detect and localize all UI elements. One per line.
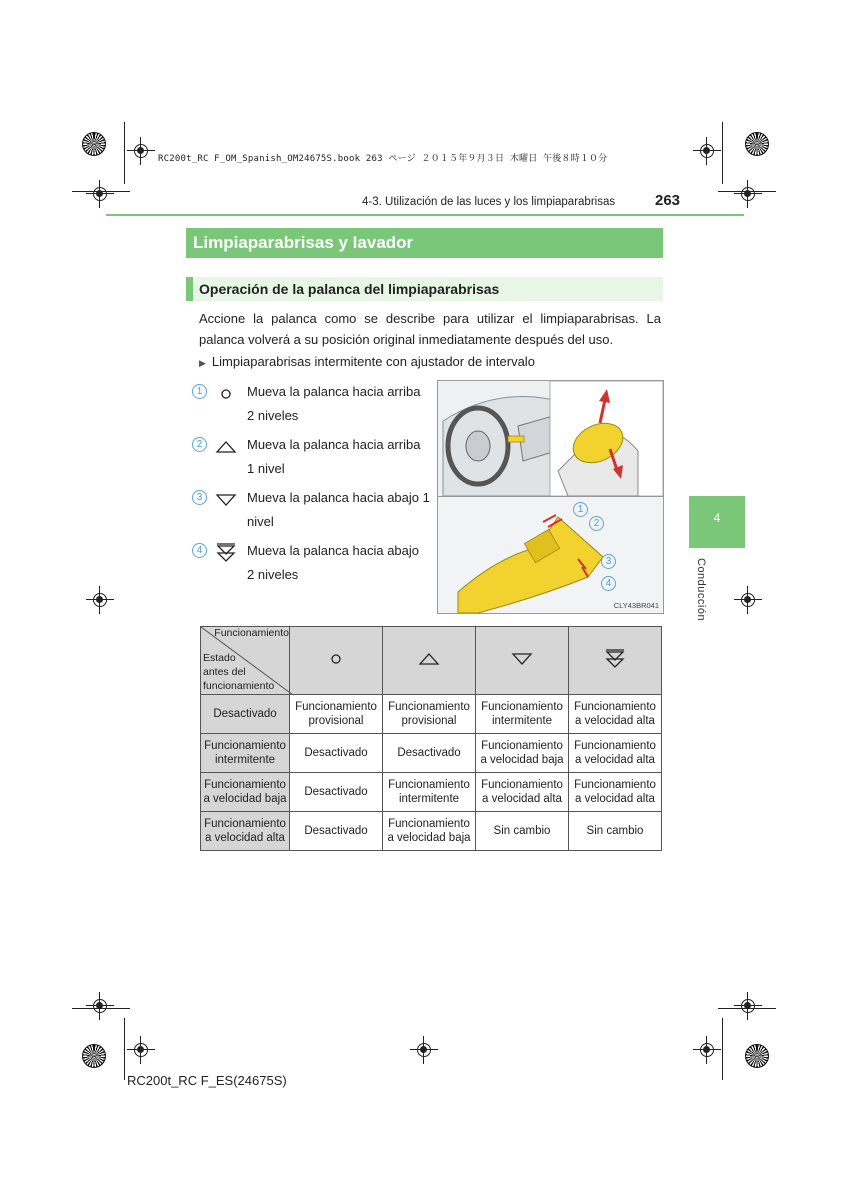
row-label: Desactivado [201,695,290,734]
crosshair-mark [734,992,762,1020]
table-cell: Desactivado [383,734,476,773]
table-cell: Sin cambio [569,812,662,851]
triangle-down-symbol-icon [215,493,237,507]
table-cell: Desactivado [290,773,383,812]
column-header-double-triangle-down [569,627,662,695]
triangle-down-symbol-icon [511,652,533,666]
header-rule [106,214,744,216]
figure-callout: 1 [573,502,588,517]
table-cell: Desactivado [290,812,383,851]
table-cell: Sin cambio [476,812,569,851]
trim-line [124,1018,125,1080]
table-cell: Funcionamiento intermitente [383,773,476,812]
trim-line [72,191,130,192]
registration-mark-top-left [82,132,106,156]
trim-line [722,122,723,184]
chapter-tab [689,496,745,548]
chapter-number: 4 [713,511,721,525]
registration-mark-bottom-left [82,1044,106,1068]
double-triangle-down-symbol-icon [604,648,626,670]
trim-line [124,122,125,184]
section-reference: 4-3. Utilización de las luces y los limpiaparabrisas [362,196,616,208]
crosshair-mark [693,137,721,165]
step-number: 1 [192,384,207,399]
crosshair-mark [86,586,114,614]
step-text: Mueva la palanca hacia arriba 2 niveles [247,384,421,423]
bullet-item [199,354,535,369]
table-row [201,773,662,812]
table-cell: Desactivado [290,734,383,773]
table-cell: Funcionamiento intermitente [476,695,569,734]
crosshair-mark [127,137,155,165]
bullet-triangle-icon: ▶ [199,358,206,368]
registration-mark-top-right [745,132,769,156]
row-label: Funcionamiento intermitente [201,734,290,773]
table-cell: Funcionamiento a velocidad alta [569,695,662,734]
step-text: Mueva la palanca hacia abajo 1 nivel [247,490,430,529]
step-number: 3 [192,490,207,505]
table-corner-cell [201,627,290,695]
page-number: 263 [655,192,681,209]
corner-bottom-label: Estado antes del funcionamiento [203,652,275,692]
table-cell: Funcionamiento a velocidad baja [383,812,476,851]
intro-paragraph: Accione la palanca como se describe para utilizar el limpiaparabrisas. La palanca volverá a su posición original inmediatamente después del uso. [199,311,661,347]
crosshair-mark [734,586,762,614]
row-label: Funcionamiento a velocidad alta [201,812,290,851]
column-header-triangle-up [383,627,476,695]
table-cell: Funcionamiento a velocidad alta [476,773,569,812]
registration-mark-bottom-right [745,1044,769,1068]
section-subtitle: Operación de la palanca del limpiaparabrisas [186,277,663,301]
chapter-label: Conducción [695,558,707,622]
page-title: Limpiaparabrisas y lavador [186,228,663,258]
step-text: Mueva la palanca hacia arriba 1 nivel [247,437,421,476]
table-row [201,812,662,851]
crosshair-mark [86,992,114,1020]
step-number: 4 [192,543,207,558]
table-cell: Funcionamiento a velocidad baja [476,734,569,773]
trim-line [722,1018,723,1080]
operation-table [200,626,662,851]
column-header-triangle-down [476,627,569,695]
table-row [201,695,662,734]
lever-closeup-drawing [438,497,663,613]
crosshair-mark [86,180,114,208]
triangle-up-symbol-icon [215,440,237,454]
circle-symbol-icon [219,387,233,401]
double-triangle-down-symbol-icon [215,542,237,564]
table-cell: Funcionamiento a velocidad alta [569,773,662,812]
bullet-text: Limpiaparabrisas intermitente con ajustador de intervalo [211,354,535,369]
book-header: RC200t_RC F_OM_Spanish_OM24675S.book 263 ページ ２０１５年９月３日 木曜日 午後８時１０分 [158,154,608,164]
wiper-lever-illustration [437,380,664,614]
figure-callout: 4 [601,576,616,591]
figure-code: CLY43BR041 [613,601,659,610]
figure-callout: 3 [601,554,616,569]
step-text: Mueva la palanca hacia abajo 2 niveles [247,543,420,582]
table-cell: Funcionamiento provisional [383,695,476,734]
figure-callout: 2 [589,516,604,531]
table-cell: Funcionamiento a velocidad alta [569,734,662,773]
crosshair-mark [127,1036,155,1064]
trim-line [718,191,776,192]
table-row [201,734,662,773]
column-header-circle [290,627,383,695]
crosshair-mark [410,1036,438,1064]
trim-line [718,1008,776,1009]
crosshair-mark [734,180,762,208]
footer-code: RC200t_RC F_ES(24675S) [127,1073,287,1088]
dashboard-drawing [438,381,663,496]
table-cell: Funcionamiento provisional [290,695,383,734]
corner-top-label: Funcionamiento [214,627,289,639]
trim-line [72,1008,130,1009]
step-number: 2 [192,437,207,452]
row-label: Funcionamiento a velocidad baja [201,773,290,812]
triangle-up-symbol-icon [418,652,440,666]
crosshair-mark [693,1036,721,1064]
circle-symbol-icon [329,652,343,666]
